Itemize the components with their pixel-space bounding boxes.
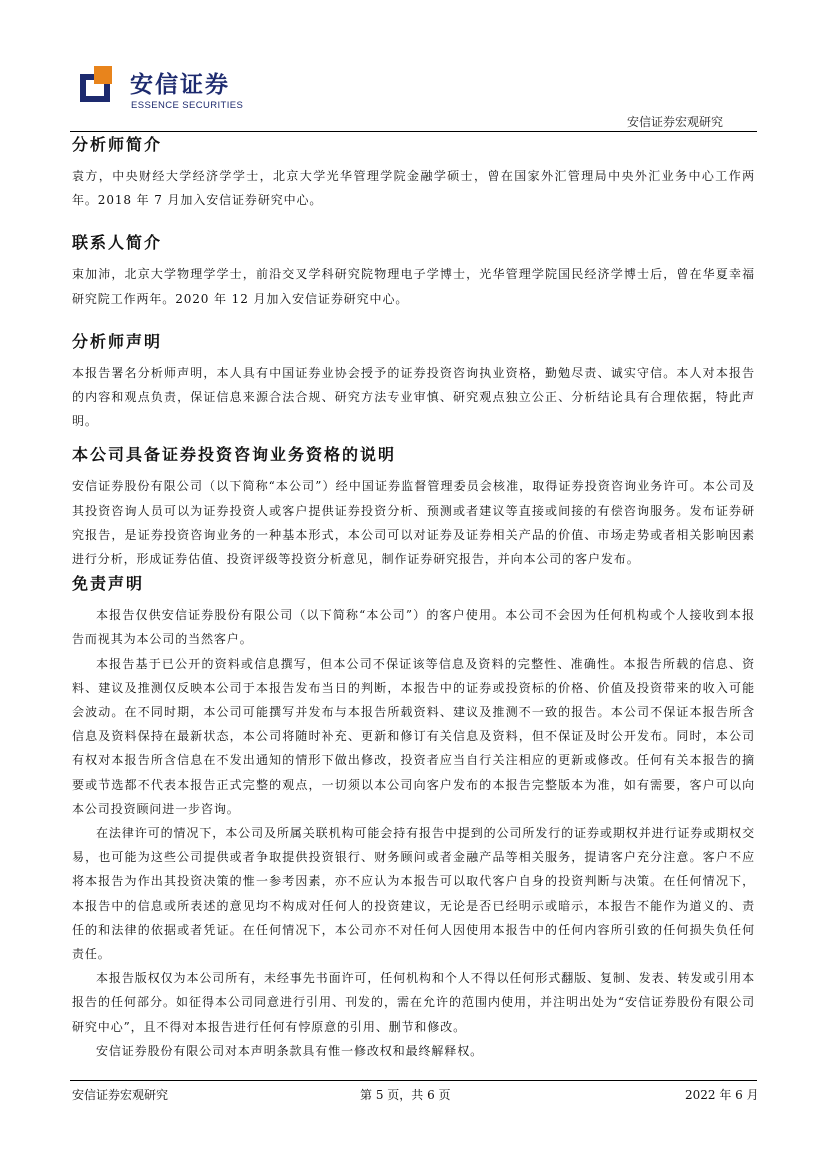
disclaimer-paragraph: 在法律许可的情况下，本公司及所属关联机构可能会持有报告中提到的公司所发行的证券或期权并进行证券或期权交易，也可能为这些公司提供或者争取提供投资银行、财务顾问或者金融产品等相关服务，提请客户充分注意。客户不应将本报告为作出其投资决策的惟一参考因素，亦不应认为本报告可以取代客户自身的投资判断与决策。在任何情况下，本报告中的信息或所表述的意见均不构成对任何人的投资建议，无论是否已经明示或暗示，本报告不能作为道义的、责任的和法律的依据或者凭证。在任何情况下，本公司亦不对任何人因使用本报告中的任何内容所引致的任何损失负任何责任。 xyxy=(72,826,755,962)
header-title: 安信证券宏观研究 xyxy=(626,115,723,129)
analyst-intro-text: 袁方，中央财经大学经济学学士，北京大学光华管理学院金融学硕士，曾在国家外汇管理局中央外汇业务中心工作两年。2018 年 7 月加入安信证券研究中心。 xyxy=(72,169,755,208)
disclaimer-paragraph: 本报告基于已公开的资料或信息撰写，但本公司不保证该等信息及资料的完整性、准确性。本报告所载的信息、资料、建议及推测仅反映本公司于本报告发布当日的判断，本报告中的证券或投资标的价格、价值及投资带来的收入可能会波动。在不同时期，本公司可能撰写并发布与本报告所载资料、建议及推测不一致的报告。本公司不保证本报告所含信息及资料保持在最新状态，本公司将随时补充、更新和修订有关信息及资料，但不保证及时公开发布。同时，本公司有权对本报告所含信息在不发出通知的情形下做出修改，投资者应当自行关注相应的更新或修改。任何有关本报告的摘要或节选都不代表本报告正式完整的观点，一切须以本公司向客户发布的本报告完整版本为准，如有需要，客户可以向本公司投资顾问进一步咨询。 xyxy=(72,656,755,816)
disclaimer-paragraph: 本报告仅供安信证券股份有限公司（以下简称“本公司”）的客户使用。本公司不会因为任何机构或个人接收到本报告而视其为本公司的当然客户。 xyxy=(72,608,755,647)
report-content xyxy=(72,134,755,1063)
logo-en-text: ESSENCE SECURITIES xyxy=(131,100,244,111)
header-divider xyxy=(70,131,757,132)
logo-mark-icon xyxy=(80,66,120,104)
analyst-intro-heading: 分析师简介 xyxy=(72,135,163,154)
disclaimer-paragraph: 安信证券股份有限公司对本声明条款具有惟一修改权和最终解释权。 xyxy=(96,1043,484,1058)
disclaimer-heading: 免责声明 xyxy=(72,574,145,594)
logo-cn-text: 安信证券 xyxy=(130,72,230,98)
footer-title: 安信证券宏观研究 xyxy=(72,1088,169,1102)
analyst-statement-heading: 分析师声明 xyxy=(72,331,163,351)
report-date: 2022 年 6 月 xyxy=(685,1088,759,1102)
company-logo xyxy=(80,66,260,114)
qualification-text: 安信证券股份有限公司（以下简称“本公司”）经中国证券监督管理委员会核准，取得证券投资咨询业务许可。本公司及其投资咨询人员可以为证券投资人或客户提供证券投资分析、预测或者建议等直接或间接的有偿咨询服务。发布证券研究报告，是证券投资咨询业务的一种基本形式，本公司可以对证券及证券相关产品的价值、市场走势或者相关影响因素进行分析，形成证券估值、投资评级等投资分析意见，制作证券研究报告，并向本公司的客户发布。 xyxy=(72,479,755,567)
contact-intro-text: 束加沛，北京大学物理学学士，前沿交叉学科研究院物理电子学博士，光华管理学院国民经济学博士后，曾在华夏幸福研究院工作两年。2020 年 12 月加入安信证券研究中心。 xyxy=(72,267,755,306)
footer-divider xyxy=(70,1080,757,1081)
analyst-statement-text: 本报告署名分析师声明，本人具有中国证券业协会授予的证券投资咨询执业资格，勤勉尽责、诚实守信。本人对本报告的内容和观点负责，保证信息来源合法合规、研究方法专业审慎、研究观点独立公正、分析结论具有合理依据，特此声明。 xyxy=(72,365,755,429)
qualification-heading: 本公司具备证券投资咨询业务资格的说明 xyxy=(72,445,397,465)
page-number: 第 5 页，共 6 页 xyxy=(360,1088,451,1102)
contact-intro-heading: 联系人简介 xyxy=(72,233,163,253)
disclaimer-paragraph: 本报告版权仅为本公司所有，未经事先书面许可，任何机构和个人不得以任何形式翻版、复制、发表、转发或引用本报告的任何部分。如征得本公司同意进行引用、刊发的，需在允许的范围内使用，并注明出处为“安信证券股份有限公司研究中心”，且不得对本报告进行任何有悖原意的引用、删节和修改。 xyxy=(72,971,755,1034)
